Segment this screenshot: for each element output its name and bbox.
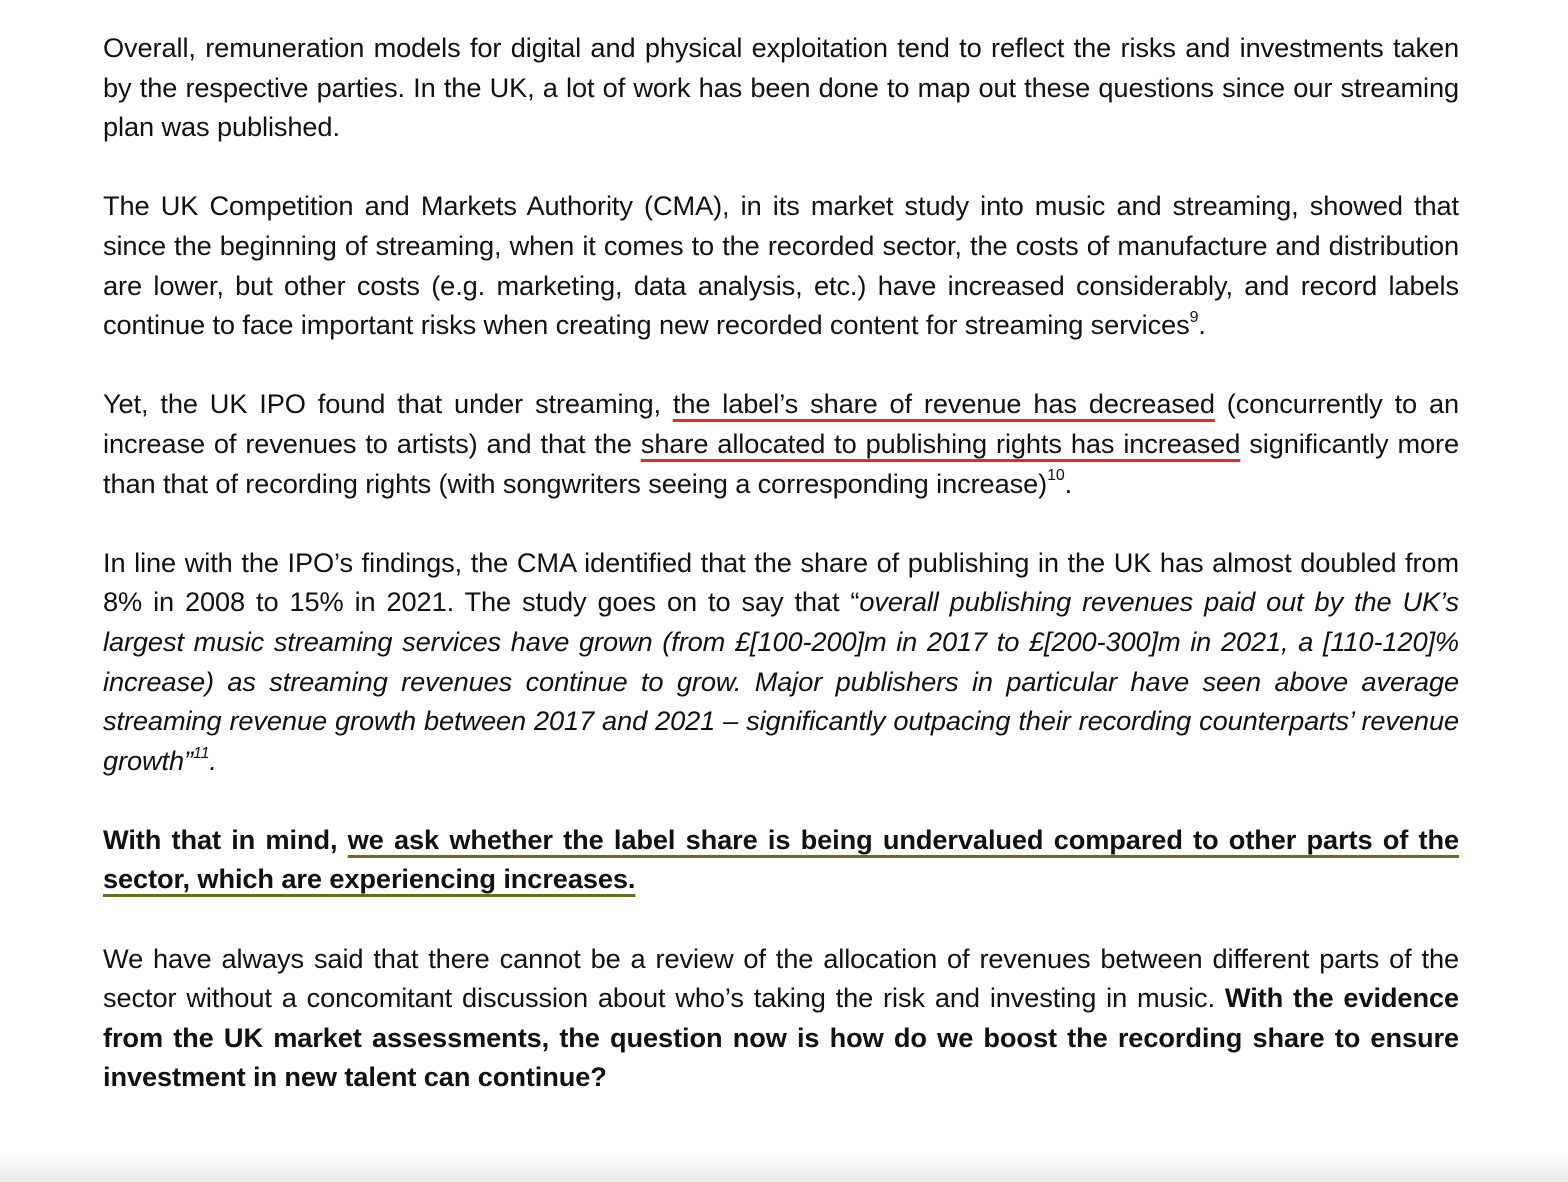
paragraph-text: The UK Competition and Markets Authority (CMA), in its market study into music and streaming, showed that since the beginning of streaming, when it comes to the recorded sector, the costs of manufacture and distribution are lower, but other costs (e.g. marketing, data analysis, etc.) have increased considerably, and record labels continue to face important risks when creating new recorded content for streaming services: [103, 190, 1459, 341]
paragraph-text: With that in mind,: [103, 823, 348, 855]
paragraph-text: In line with the IPO’s findings, the CMA identified that the share of publishing in the UK has almost doubled from 8% in 2008 to 15% in 2021. The study goes on to say that “: [103, 546, 1459, 618]
document-page: [103, 28, 1459, 1097]
paragraph-gap: [103, 345, 1459, 385]
paragraph-text: We have always said that there cannot be a review of the allocation of revenues between different parts of the sector without a concomitant discussion about who’s taking the risk and investing in music.: [103, 942, 1459, 1014]
paragraph-ipo-findings: [103, 384, 1459, 503]
paragraph-text: (concurrently to an increase of revenues to artists) and that the: [103, 388, 1459, 459]
bold-closing-question: With the evidence from the UK market assessments, the question now is how do we boost the recording share to ensure investment in new talent can continue?: [103, 982, 1459, 1093]
paragraph-end: .: [209, 744, 217, 776]
highlighted-undervalued-question: we ask whether the label share is being undervalued compared to other parts of the sector, which are experiencing increases.: [103, 823, 1459, 895]
paragraph-end: .: [1064, 467, 1073, 499]
footnote-ref-10: 10: [1047, 467, 1065, 485]
paragraph-gap: [103, 899, 1459, 939]
cma-quote: overall publishing revenues paid out by the UK’s largest music streaming services have grown (from £[100-200]m in 2017 to £[200-300]m in 2021, a [110-120]% increase) as streaming revenues continue to grow. Major publishers in particular have seen above average streaming revenue growth between 2017 and 2021 – significantly outpacing their recording counterparts’ revenue growth”: [103, 586, 1460, 776]
paragraph-end: .: [1198, 309, 1206, 341]
paragraph-text: significantly more than that of recording rights (with songwriters seeing a corresponding increase): [103, 427, 1459, 499]
highlighted-publishing-share-increased: share allocated to publishing rights has increased: [640, 427, 1241, 459]
paragraph-cma-study: [103, 186, 1459, 344]
highlighted-label-share-decreased: the label’s share of revenue has decreased: [672, 388, 1215, 420]
bottom-edge-shadow: [0, 1152, 1568, 1182]
paragraph-publishing-share: [103, 543, 1459, 781]
paragraph-conclusion: [103, 939, 1459, 1097]
paragraph-label-share-question: [103, 820, 1459, 899]
paragraph-gap: [103, 147, 1459, 187]
paragraph-remuneration-models: [103, 28, 1459, 147]
paragraph-text: Yet, the UK IPO found that under streaming,: [103, 388, 673, 420]
paragraph-gap: [103, 780, 1459, 820]
paragraph-gap: [103, 503, 1459, 543]
paragraph-text: Overall, remuneration models for digital and physical exploitation tend to reflect the risks and investments taken by the respective parties. In the UK, a lot of work has been done to map out these questions since our streaming plan was published.: [103, 32, 1459, 143]
footnote-ref-9: 9: [1189, 309, 1199, 327]
footnote-ref-11: 11: [192, 744, 210, 762]
